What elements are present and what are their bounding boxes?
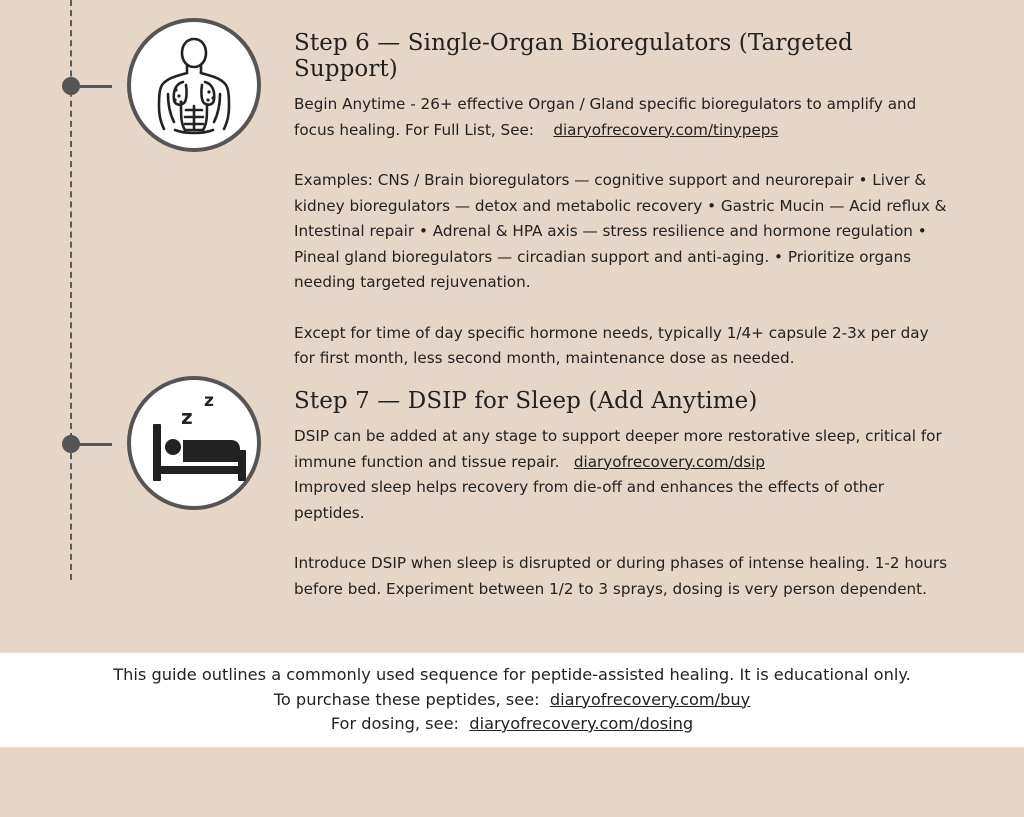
human-body-icon [127, 18, 261, 152]
step7-intro-text: DSIP can be added at any stage to support deeper more restorative sleep, critical for immune function and tissue repair. [294, 427, 942, 471]
sleeping-bed-icon [127, 376, 261, 510]
step6-examples: Examples: CNS / Brain bioregulators — cognitive support and neurorepair • Liver & kidney bioregulators — detox and metabolic recovery • Gastric Mucin — Acid reflux & Intestinal repair • Adrenal & HPA axis — stress resilience and hormone regulation • Pineal gland bioregulators — circadian support and anti-aging. • Prioritize organs needing targeted rejuvenation. [294, 171, 947, 291]
timeline-marker-step7 [62, 435, 112, 453]
step6-intro [294, 92, 954, 143]
timeline-marker-step6 [62, 77, 112, 95]
step7-intro2: Improved sleep helps recovery from die-off and enhances the effects of other peptides. [294, 478, 885, 522]
footer-line1: This guide outlines a commonly used sequence for peptide-assisted healing. It is educational only. [113, 665, 911, 684]
step7-intro [294, 424, 954, 526]
timeline-connector [76, 85, 112, 88]
timeline-connector [76, 443, 112, 446]
dsip-link[interactable]: diaryofrecovery.com/dsip [573, 452, 766, 471]
footer-line2 [0, 688, 1024, 713]
footer-line3 [0, 712, 1024, 737]
footer-disclaimer [0, 653, 1024, 747]
sleep-z-small: z [181, 405, 193, 429]
buy-link[interactable]: diaryofrecovery.com/buy [549, 689, 751, 709]
step7-dosing: Introduce DSIP when sleep is disrupted or during phases of intense healing. 1-2 hours before bed. Experiment between 1/2 to 3 sprays, dosing is very person dependent. [294, 554, 948, 598]
step6-intro-text: Begin Anytime - 26+ effective Organ / Gland specific bioregulators to amplify and focus healing. For Full List, See: [294, 95, 917, 139]
step6-title: Step 6 — Single-Organ Bioregulators (Targeted Support) [294, 30, 853, 82]
step7-title: Step 7 — DSIP for Sleep (Add Anytime) [294, 388, 758, 414]
sleep-z-large: z [204, 391, 214, 411]
step7-section [294, 388, 954, 602]
footer-buy-label: To purchase these peptides, see: [273, 689, 540, 709]
step6-dosing: Except for time of day specific hormone needs, typically 1/4+ capsule 2-3x per day for first month, less second month, maintenance dose as needed. [294, 323, 929, 367]
footer-dosing-label: For dosing, see: [330, 714, 459, 733]
dosing-link[interactable]: diaryofrecovery.com/dosing [469, 714, 694, 733]
tinypeps-link[interactable]: diaryofrecovery.com/tinypeps [553, 120, 779, 139]
step6-section [294, 30, 954, 372]
